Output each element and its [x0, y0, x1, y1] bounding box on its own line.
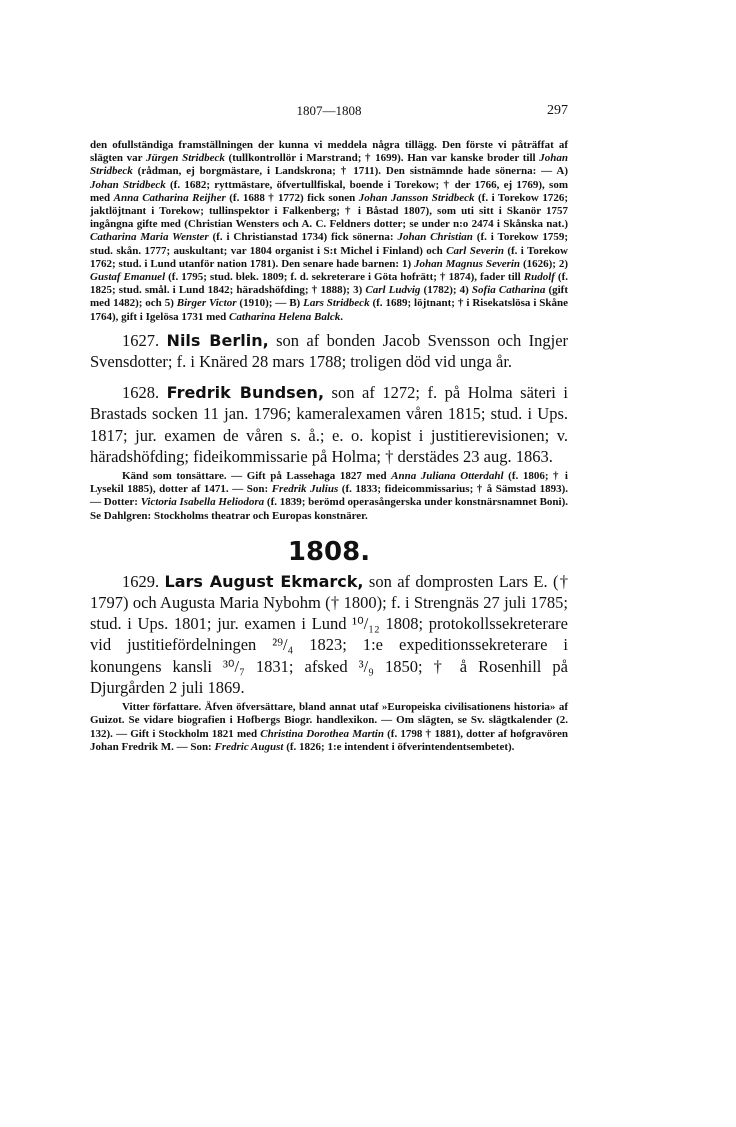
- person-name: Lars Stridbeck: [303, 297, 370, 310]
- person-name: Anna Juliana Otterdahl: [391, 470, 504, 483]
- person-name: Rudolf: [523, 271, 555, 284]
- person-name: Carl Severin: [446, 244, 504, 257]
- person-name: Sofia Catharina: [471, 284, 546, 297]
- page-body: [90, 139, 568, 754]
- entry-number: 1627.: [122, 330, 160, 350]
- entry-name: Nils Berlin,: [166, 330, 269, 350]
- entry-name: Lars August Ekmarck,: [164, 571, 364, 591]
- person-name: Catharina Helena Balck: [229, 310, 341, 323]
- entry-1628-note: Känd som tonsättare. — Gift på Lassehaga 1827 med Anna Juliana Otterdahl (f. 1806; † i Lysekil 1885), dotter af 1471. — Son: Fredrik Julius (f. 1833; fideicommissarius; † å Sämstad 1893). — Dotter: Victoria Isabella Heliodora (f. 1839; berömd operasångerska under konstnärsnamnet Boni). Se Dahlgren: Stockholms theatrar och Europas konstnärer.: [90, 470, 569, 522]
- person-name: Gustaf Emanuel: [90, 271, 166, 284]
- entry-1629-note: Vitter författare. Äfven öfversättare, bland annat utaf »Europeiska civilisationens historia» af Guizot. Se vidare biografien i Hofbergs Biogr. handlexikon. — Om slägten, se Sv. slägtkalender (2. 132). — Gift i Stockholm 1821 med Christina Dorothea Martin (f. 1798 † 1881), dotter af hofgravören Johan Fredrik M. — Son: Fredric August (f. 1826; 1:e intendent i öfverintendentsembetet).: [90, 701, 568, 753]
- person-name: Johan Christian: [397, 231, 473, 244]
- entry-1627: 1627. Nils Berlin, son af bonden Jacob Svensson och Ingjer Svensdotter; f. i Knäred 28 mars 1788; troligen död vid unga år.: [90, 330, 569, 372]
- person-name: Jürgen Stridbeck: [146, 152, 225, 165]
- page-number: 297: [547, 103, 568, 118]
- person-name: Johan Magnus Severin: [414, 257, 521, 270]
- person-name: Victoria Isabella Heliodora: [140, 496, 265, 509]
- person-name: Carl Ludvig: [365, 284, 421, 297]
- entry-1628: 1628. Fredrik Bundsen, son af 1272; f. på Holma säteri i Brastads socken 11 jan. 1796; kameralexamen våren 1815; stud. i Ups. 1817; jur. examen de våren s. å.; e. o. kopist i justitierevisionen; v. häradshöfding; fideikommissarie på Holma; † derstädes 23 aug. 1863.: [90, 383, 568, 466]
- person-name: Fredrik Julius: [271, 483, 339, 496]
- person-name: Birger Victor: [176, 297, 237, 310]
- running-head: 1807—1808: [296, 103, 362, 118]
- person-name: Johan Jansson Stridbeck: [358, 191, 475, 204]
- year-heading: 1808.: [287, 536, 371, 567]
- page-header: [90, 103, 568, 125]
- person-name: Anna Catharina Reijher: [113, 191, 226, 204]
- person-name: Johan Stridbeck: [90, 178, 166, 191]
- entry-1629: 1629. Lars August Ekmarck, son af domprosten Lars E. († 1797) och Augusta Maria Nybohm († 1800); f. i Strengnäs 27 juli 1785; stud. i Ups. 1801; jur. examen i Lund ¹⁰/₁₂ 1808; protokollssekreterare vid justitiefördelningen ²⁹/₄ 1823; 1:e expeditionssekreterare i konungens kansli ³⁰/₇ 1831; afsked ³/₉ 1850; † å Rosenhill på Djurgården 2 juli 1869.: [90, 571, 569, 697]
- person-name: Johan Stridbeck: [90, 152, 568, 178]
- entry-number: 1628.: [122, 383, 160, 403]
- entry-number: 1629.: [122, 571, 160, 591]
- person-name: Catharina Maria Wenster: [90, 231, 209, 244]
- person-name: Fredric August: [214, 740, 284, 753]
- entry-name: Fredrik Bundsen,: [166, 383, 325, 403]
- person-name: Christina Dorothea Martin: [260, 727, 384, 740]
- continuation-paragraph: den ofullständiga framställningen der kunna vi meddela några tillägg. Den förste vi påträffat af slägten var Jürgen Stridbeck (tullkontrollör i Marstrand; † 1699). Han var kanske broder till Johan Stridbeck (rådman, ej borgmästare, i Landskrona; † 1711). Den sistnämnde hade sönerna: — A) Johan Stridbeck (f. 1682; ryttmästare, öfvertullfiskal, boende i Torekow; † der 1766, ej 1769), som med Anna Catharina Reijher (f. 1688 † 1772) fick sonen Johan Jansson Stridbeck (f. i Torekow 1726; jaktlöjtnant i Torekow; tullinspektor i Falkenberg; † i Båstad 1807), som uti sitt i Skanör 1757 ingångna gifte med (Christian Wensters och A. C. Feldners dotter; se under n:o 2474 i Skånska nat.) Catharina Maria Wenster (f. i Christianstad 1734) fick sönerna: Johan Christian (f. i Torekow 1759; stud. skån. 1777; auskultant; var 1804 organist i S:t Michel i Finland) och Carl Severin (f. i Torekow 1762; stud. i Lund utanför nation 1781). Den senare hade barnen: 1) Johan Magnus Severin (1626); 2) Gustaf Emanuel (f. 1795; stud. blek. 1809; f. d. sekreterare i Göta hofrätt; † 1874), fader till Rudolf (f. 1825; stud. smål. i Lund 1842; häradshöfding; † 1888); 3) Carl Ludvig (1782); 4) Sofia Catharina (gift med 1482); och 5) Birger Victor (1910); — B) Lars Stridbeck (f. 1689; löjtnant; † i Risekatslösa i Skåne 1764), gift i Igelösa 1731 med Catharina Helena Balck.: [90, 139, 569, 323]
